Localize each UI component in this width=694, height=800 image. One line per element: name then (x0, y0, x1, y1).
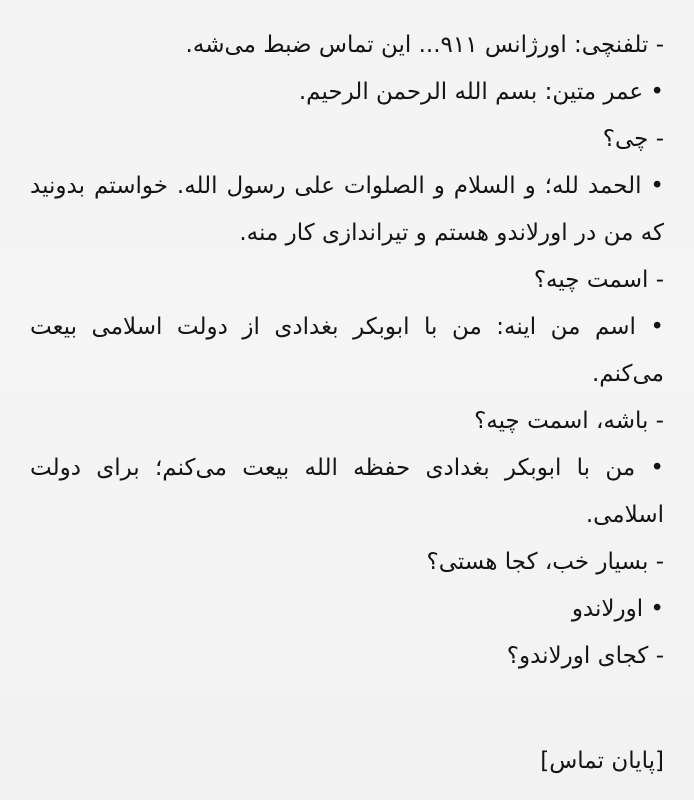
transcript-lines (30, 22, 664, 680)
transcript-line: • اورلاندو (571, 596, 664, 622)
transcript-line: - چی؟ (602, 126, 664, 152)
transcript-line: • اسم من اینه: من با ابوبکر بغدادی از دولت اسلامی بیعت می‌کنم. (30, 314, 664, 387)
end-of-call-note: [پایان تماس] (540, 748, 664, 774)
transcript-line: - تلفنچی: اورژانس ۹۱۱... این تماس ضبط می‌شه. (185, 32, 664, 58)
transcript-line: • عمر متین: بسم الله الرحمن الرحیم. (298, 79, 664, 105)
transcript-line: • الحمد لله؛ و السلام و الصلوات علی رسول الله. خواستم بدونید که من در اورلاندو هستم و تیراندازی کار منه. (30, 173, 664, 246)
transcript-line: - کجای اورلاندو؟ (506, 643, 664, 669)
transcript-line: - بسیار خب، کجا هستی؟ (426, 549, 664, 575)
transcript-line: - اسمت چیه؟ (533, 267, 664, 293)
transcript-line: • من با ابوبکر بغدادی حفظه الله بیعت می‌کنم؛ برای دولت اسلامی. (30, 455, 664, 528)
transcript-line: - باشه، اسمت چیه؟ (474, 408, 664, 434)
